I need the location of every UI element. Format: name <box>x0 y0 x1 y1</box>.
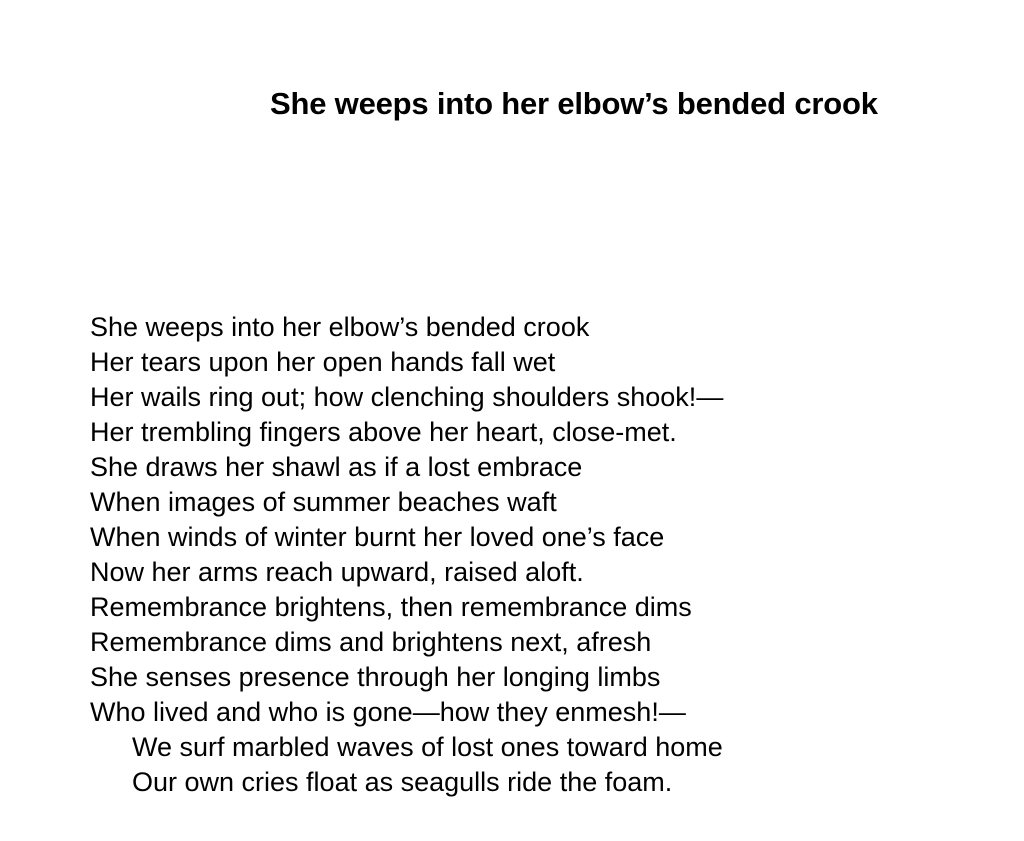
poem-line: Her trembling fingers above her heart, close-met. <box>90 417 677 447</box>
poem-line-indented: Our own cries float as seagulls ride the foam. <box>132 767 673 797</box>
poem-line: Remembrance dims and brightens next, afresh <box>90 627 652 657</box>
poem-line: Her wails ring out; how clenching shoulders shook!— <box>90 382 724 412</box>
poem-body <box>90 310 723 800</box>
poem-line: When winds of winter burnt her loved one’s face <box>90 522 665 552</box>
poem-line-indented: We surf marbled waves of lost ones toward home <box>132 732 723 762</box>
poem-line: She senses presence through her longing limbs <box>90 662 661 692</box>
poem-line: Now her arms reach upward, raised aloft. <box>90 557 584 587</box>
poem-line: She draws her shawl as if a lost embrace <box>90 452 583 482</box>
poem-line: She weeps into her elbow’s bended crook <box>90 312 590 342</box>
poem-title: She weeps into her elbow’s bended crook <box>270 86 878 121</box>
poem-line: When images of summer beaches waft <box>90 487 557 517</box>
poem-line: Remembrance brightens, then remembrance dims <box>90 592 692 622</box>
poem-line: Her tears upon her open hands fall wet <box>90 347 556 377</box>
poem-line: Who lived and who is gone—how they enmesh!— <box>90 697 686 727</box>
